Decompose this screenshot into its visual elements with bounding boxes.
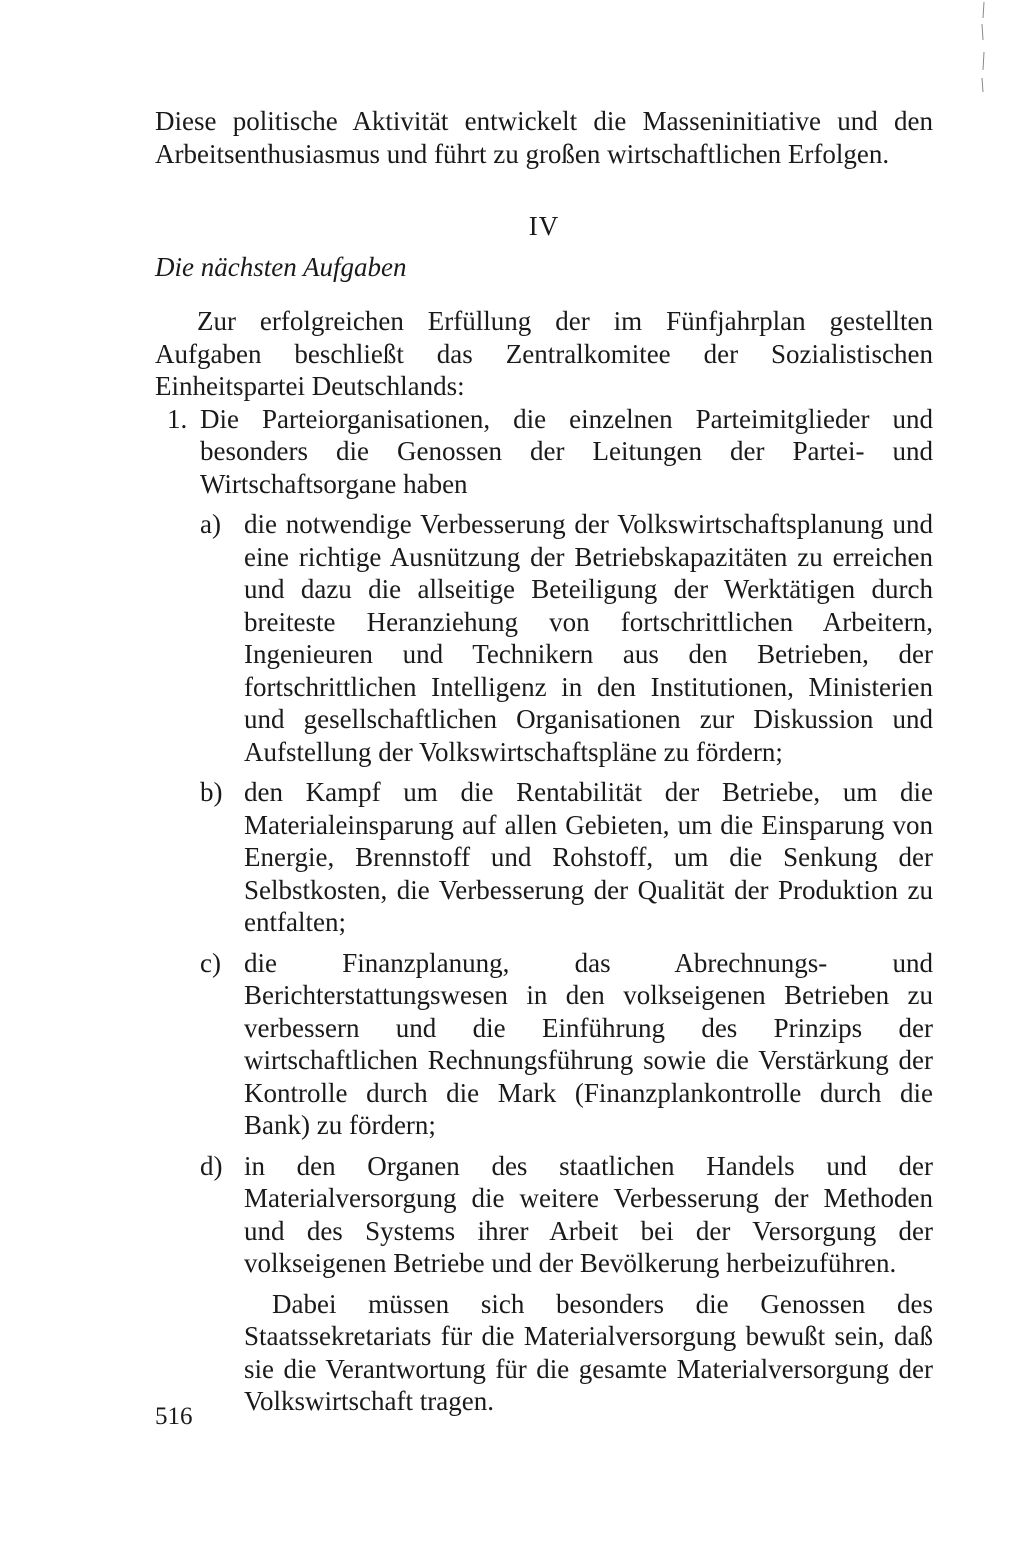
sub-item-c (200, 947, 933, 1142)
lead-paragraph: Zur erfolgreichen Erfüllung der im Fünfjahrplan gestellten Aufgaben beschließt das Zentralkomitee der Sozialistischen Einheitspartei Deutschlands: (155, 306, 933, 401)
page-number: 516 (155, 1403, 193, 1430)
sub-item-text: den Kampf um die Rentabilität der Betriebe, um die Materialeinsparung auf allen Gebieten, um die Einsparung von Energie, Brennstoff und Rohstoff, um die Senkung der Selbstkosten, die Verbesserung der Qualität der Produktion zu entfalten; (244, 777, 933, 937)
sub-item-b (200, 776, 933, 939)
sub-item-a (200, 508, 933, 768)
sub-item-text: die notwendige Verbesserung der Volkswirtschaftsplanung und eine richtige Ausnützung der Betriebskapazitäten zu erreichen und dazu die allseitige Beteiligung der Werktätigen durch breiteste Heranziehung von fortschrittlichen Arbeitern, Ingenieuren und Technikern aus den Betrieben, der fortschrittlichen Intelligenz in den Institutionen, Ministerien und gesellschaftlichen Organisationen zur Diskussion und Aufstellung der Volkswirtschaftspläne zu fördern; (244, 509, 933, 767)
intro-paragraph: Diese politische Aktivität entwickelt die Masseninitiative und den Arbeitsenthusiasmus und führt zu großen wirtschaftlichen Erfolgen. (155, 106, 933, 169)
section-heading: Die nächsten Aufgaben (155, 251, 407, 282)
sub-item-text: die Finanzplanung, das Abrechnungs- und Berichterstattungswesen in den volkseigenen Betrieben zu verbessern und die Einführung des Prinzips der wirtschaftlichen Rechnungsführung sowie die Verstärkung der Kontrolle durch die Mark (Finanzplankontrolle durch die Bank) zu fördern; (244, 947, 933, 1140)
page-edge-mark (978, 0, 988, 105)
list-item-body (200, 403, 933, 1418)
list-item-number: 1. (167, 403, 188, 434)
sub-list (200, 508, 933, 1280)
sub-item-label: b) (200, 777, 223, 807)
sub-item-d (200, 1150, 933, 1280)
sub-item-label: c) (200, 947, 221, 978)
section-numeral: IV (528, 211, 560, 241)
sub-item-text: in den Organen des staatlichen Handels und der Materialversorgung die weitere Verbesserung der Methoden und des Systems ihrer Arbeit bei der Versorgung der volkseigenen Betriebe und der Bevölkerung herbeizuführen. (244, 1150, 933, 1278)
list-item-1 (167, 403, 933, 1418)
list-item-text: Die Parteiorganisationen, die einzelnen Parteimitglieder und besonders die Genossen der Leitungen der Partei- und Wirtschaftsorgane haben (200, 403, 933, 499)
page-body (155, 105, 933, 1418)
closing-paragraph: Dabei müssen sich besonders die Genossen des Staatssekretariats für die Materialversorgung bewußt sein, daß sie die Verantwortung für die gesamte Materialversorgung der Volkswirtschaft tragen. (244, 1288, 933, 1416)
sub-item-label: d) (200, 1150, 223, 1181)
sub-item-label: a) (200, 509, 221, 539)
